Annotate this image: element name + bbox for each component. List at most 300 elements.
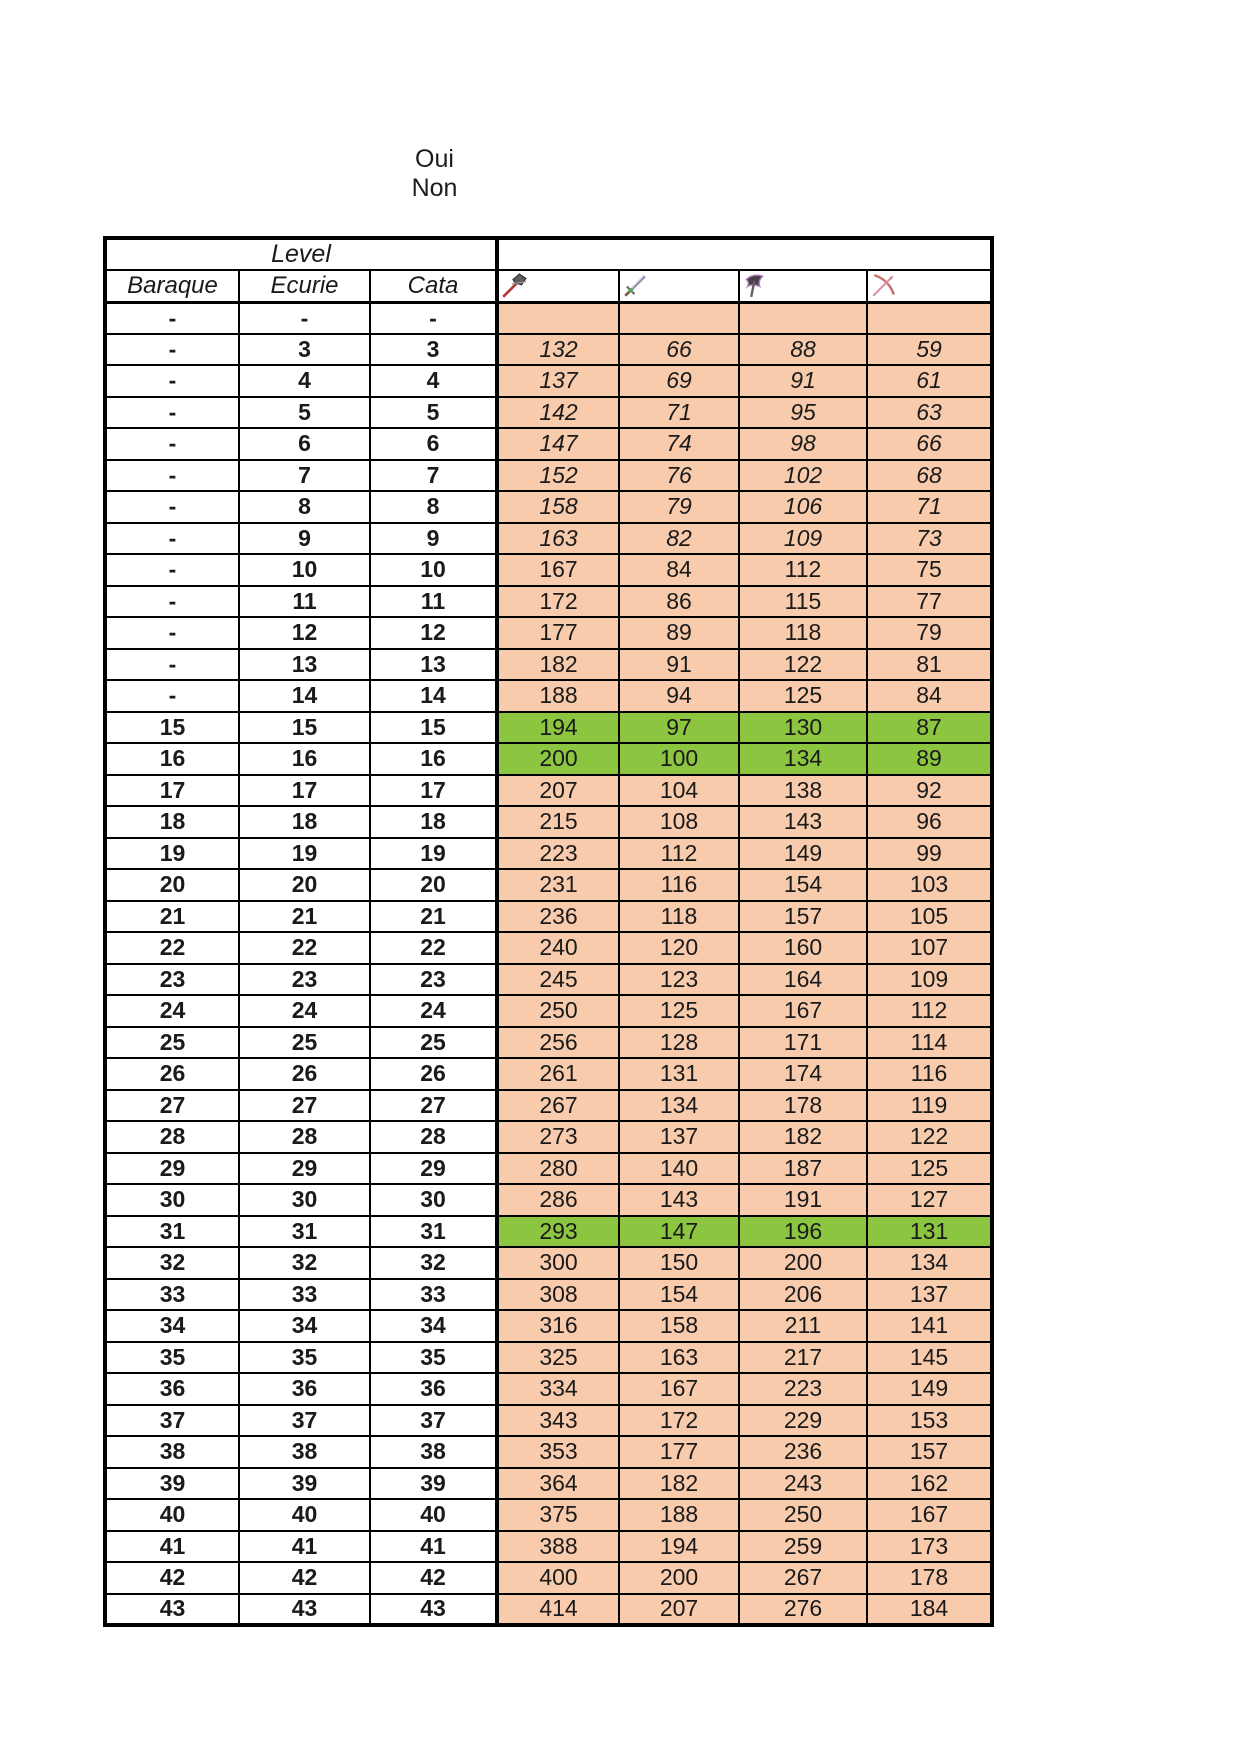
sword-stat-cell: 69 <box>619 365 739 397</box>
halberd-stat-cell: 167 <box>497 554 619 586</box>
halberd-stat-cell: 132 <box>497 334 619 366</box>
cata-level-cell: 14 <box>370 680 497 712</box>
axe-stat-cell: 259 <box>739 1531 867 1563</box>
cata-level-cell: 6 <box>370 428 497 460</box>
halberd-stat-cell: 200 <box>497 743 619 775</box>
cata-level-cell: 26 <box>370 1058 497 1090</box>
baraque-level-cell: 35 <box>105 1342 239 1374</box>
ecurie-level-cell: 30 <box>239 1184 370 1216</box>
sword-stat-cell: 158 <box>619 1310 739 1342</box>
ecurie-level-cell: 24 <box>239 995 370 1027</box>
halberd-stat-cell: 300 <box>497 1247 619 1279</box>
cata-level-cell: 19 <box>370 838 497 870</box>
bow-stat-cell: 141 <box>867 1310 992 1342</box>
ecurie-level-cell: 23 <box>239 964 370 996</box>
sword-stat-cell: 163 <box>619 1342 739 1374</box>
halberd-stat-cell: 308 <box>497 1279 619 1311</box>
cata-level-cell: 25 <box>370 1027 497 1059</box>
cata-level-cell: 42 <box>370 1562 497 1594</box>
halberd-stat-cell: 280 <box>497 1153 619 1185</box>
bow-stat-cell: 125 <box>867 1153 992 1185</box>
column-header-melee <box>497 270 619 302</box>
halberd-stat-cell: 172 <box>497 586 619 618</box>
bow-stat-cell: 122 <box>867 1121 992 1153</box>
halberd-stat-cell: 273 <box>497 1121 619 1153</box>
axe-stat-cell: 91 <box>739 365 867 397</box>
axe-stat-cell: 171 <box>739 1027 867 1059</box>
axe-stat-cell: 250 <box>739 1499 867 1531</box>
baraque-level-cell: - <box>105 680 239 712</box>
table-row <box>105 649 992 681</box>
sword-stat-cell: 94 <box>619 680 739 712</box>
cata-level-cell: 22 <box>370 932 497 964</box>
sword-stat-cell: 167 <box>619 1373 739 1405</box>
baraque-level-cell: 43 <box>105 1594 239 1626</box>
halberd-stat-cell: 137 <box>497 365 619 397</box>
cata-level-cell: 18 <box>370 806 497 838</box>
halberd-stat-cell: 388 <box>497 1531 619 1563</box>
ecurie-level-cell: 13 <box>239 649 370 681</box>
sword-stat-cell: 74 <box>619 428 739 460</box>
table-row <box>105 523 992 555</box>
baraque-level-cell: 20 <box>105 869 239 901</box>
baraque-level-cell: 17 <box>105 775 239 807</box>
table-row <box>105 1027 992 1059</box>
level-header: Level <box>105 238 497 270</box>
ecurie-level-cell: 42 <box>239 1562 370 1594</box>
ecurie-level-cell: 9 <box>239 523 370 555</box>
axe-stat-cell: 206 <box>739 1279 867 1311</box>
axe-stat-cell: 178 <box>739 1090 867 1122</box>
cata-level-cell: 10 <box>370 554 497 586</box>
halberd-stat-cell: 256 <box>497 1027 619 1059</box>
sword-stat-cell: 108 <box>619 806 739 838</box>
cata-level-cell: 43 <box>370 1594 497 1626</box>
ecurie-level-cell: 39 <box>239 1468 370 1500</box>
ecurie-level-cell: 17 <box>239 775 370 807</box>
column-header-baraque: Baraque <box>105 270 239 302</box>
table-row <box>105 1247 992 1279</box>
axe-stat-cell <box>739 302 867 334</box>
baraque-level-cell: 32 <box>105 1247 239 1279</box>
sword-stat-cell: 154 <box>619 1279 739 1311</box>
baraque-level-cell: 38 <box>105 1436 239 1468</box>
column-header-bow <box>867 270 992 302</box>
cata-level-cell: 16 <box>370 743 497 775</box>
ecurie-level-cell: 35 <box>239 1342 370 1374</box>
halberd-stat-cell: 231 <box>497 869 619 901</box>
sword-stat-cell: 79 <box>619 491 739 523</box>
axe-stat-cell: 267 <box>739 1562 867 1594</box>
bow-stat-cell: 178 <box>867 1562 992 1594</box>
ecurie-level-cell: 29 <box>239 1153 370 1185</box>
cata-level-cell: 13 <box>370 649 497 681</box>
axe-stat-cell: 229 <box>739 1405 867 1437</box>
bow-stat-cell: 77 <box>867 586 992 618</box>
sword-stat-cell <box>619 302 739 334</box>
baraque-level-cell: 27 <box>105 1090 239 1122</box>
cata-level-cell: 38 <box>370 1436 497 1468</box>
table-row <box>105 428 992 460</box>
halberd-stat-cell: 147 <box>497 428 619 460</box>
cata-level-cell: 36 <box>370 1373 497 1405</box>
axe-stat-cell: 157 <box>739 901 867 933</box>
table-row <box>105 680 992 712</box>
bow-stat-cell: 59 <box>867 334 992 366</box>
axe-stat-cell: 196 <box>739 1216 867 1248</box>
sword-stat-cell: 86 <box>619 586 739 618</box>
table-row <box>105 1153 992 1185</box>
table-row <box>105 554 992 586</box>
baraque-level-cell: - <box>105 460 239 492</box>
baraque-level-cell: 39 <box>105 1468 239 1500</box>
bow-stat-cell: 137 <box>867 1279 992 1311</box>
bow-stat-cell: 162 <box>867 1468 992 1500</box>
ecurie-level-cell: 27 <box>239 1090 370 1122</box>
ecurie-level-cell: 20 <box>239 869 370 901</box>
baraque-level-cell: - <box>105 334 239 366</box>
baraque-level-cell: - <box>105 491 239 523</box>
sword-stat-cell: 97 <box>619 712 739 744</box>
sword-stat-cell: 137 <box>619 1121 739 1153</box>
table-row <box>105 1594 992 1626</box>
table-row <box>105 1562 992 1594</box>
halberd-stat-cell: 414 <box>497 1594 619 1626</box>
table-row <box>105 901 992 933</box>
bow-stat-cell: 116 <box>867 1058 992 1090</box>
halberd-stat-cell: 177 <box>497 617 619 649</box>
ecurie-level-cell: 26 <box>239 1058 370 1090</box>
column-header-ecurie: Ecurie <box>239 270 370 302</box>
sword-stat-cell: 116 <box>619 869 739 901</box>
halberd-stat-cell: 163 <box>497 523 619 555</box>
baraque-level-cell: 25 <box>105 1027 239 1059</box>
axe-stat-cell: 164 <box>739 964 867 996</box>
sword-stat-cell: 188 <box>619 1499 739 1531</box>
table-row <box>105 302 992 334</box>
ecurie-level-cell: 8 <box>239 491 370 523</box>
ecurie-level-cell: 14 <box>239 680 370 712</box>
ecurie-level-cell: 15 <box>239 712 370 744</box>
ecurie-level-cell: 12 <box>239 617 370 649</box>
ecurie-level-cell: 33 <box>239 1279 370 1311</box>
sword-stat-cell: 172 <box>619 1405 739 1437</box>
sword-stat-cell: 91 <box>619 649 739 681</box>
ecurie-level-cell: 37 <box>239 1405 370 1437</box>
baraque-level-cell: 15 <box>105 712 239 744</box>
table-row <box>105 1468 992 1500</box>
halberd-stat-cell: 223 <box>497 838 619 870</box>
cata-level-cell: 9 <box>370 523 497 555</box>
axe-stat-cell: 98 <box>739 428 867 460</box>
table-row <box>105 365 992 397</box>
baraque-level-cell: - <box>105 617 239 649</box>
halberd-stat-cell: 293 <box>497 1216 619 1248</box>
table-row <box>105 869 992 901</box>
baraque-level-cell: - <box>105 365 239 397</box>
table-row <box>105 1531 992 1563</box>
halberd-stat-cell: 142 <box>497 397 619 429</box>
bow-stat-cell: 184 <box>867 1594 992 1626</box>
sword-icon <box>622 273 648 299</box>
cata-level-cell: 15 <box>370 712 497 744</box>
table-row <box>105 743 992 775</box>
axe-stat-cell: 134 <box>739 743 867 775</box>
ecurie-level-cell: 5 <box>239 397 370 429</box>
sword-stat-cell: 207 <box>619 1594 739 1626</box>
axe-stat-cell: 118 <box>739 617 867 649</box>
ecurie-level-cell: 19 <box>239 838 370 870</box>
table-row <box>105 1405 992 1437</box>
sword-stat-cell: 112 <box>619 838 739 870</box>
column-header-sword <box>619 270 739 302</box>
header-row-columns <box>105 270 992 302</box>
bow-stat-cell: 81 <box>867 649 992 681</box>
baraque-level-cell: - <box>105 649 239 681</box>
axe-stat-cell: 276 <box>739 1594 867 1626</box>
sword-stat-cell: 82 <box>619 523 739 555</box>
axe-stat-cell: 211 <box>739 1310 867 1342</box>
sword-stat-cell: 200 <box>619 1562 739 1594</box>
axe-stat-cell: 115 <box>739 586 867 618</box>
sword-stat-cell: 123 <box>619 964 739 996</box>
bow-stat-cell: 89 <box>867 743 992 775</box>
ecurie-level-cell: 6 <box>239 428 370 460</box>
table-row <box>105 1310 992 1342</box>
axe-stat-cell: 106 <box>739 491 867 523</box>
bow-stat-cell: 145 <box>867 1342 992 1374</box>
axe-stat-cell: 109 <box>739 523 867 555</box>
halberd-stat-cell: 240 <box>497 932 619 964</box>
cata-level-cell: 29 <box>370 1153 497 1185</box>
cata-level-cell: 30 <box>370 1184 497 1216</box>
label-oui: Oui <box>415 145 454 173</box>
sword-stat-cell: 140 <box>619 1153 739 1185</box>
sword-stat-cell: 104 <box>619 775 739 807</box>
sword-stat-cell: 100 <box>619 743 739 775</box>
baraque-level-cell: 34 <box>105 1310 239 1342</box>
table-row <box>105 712 992 744</box>
sword-stat-cell: 89 <box>619 617 739 649</box>
sword-stat-cell: 66 <box>619 334 739 366</box>
cata-level-cell: 12 <box>370 617 497 649</box>
bow-stat-cell: 134 <box>867 1247 992 1279</box>
halberd-stat-cell: 152 <box>497 460 619 492</box>
label-non: Non <box>411 174 458 202</box>
bow-stat-cell: 92 <box>867 775 992 807</box>
sword-stat-cell: 131 <box>619 1058 739 1090</box>
halberd-stat-cell: 250 <box>497 995 619 1027</box>
halberd-stat-cell: 215 <box>497 806 619 838</box>
cata-level-cell: 33 <box>370 1279 497 1311</box>
bow-stat-cell: 103 <box>867 869 992 901</box>
table-row <box>105 1436 992 1468</box>
table-row <box>105 1216 992 1248</box>
halberd-stat-cell: 353 <box>497 1436 619 1468</box>
halberd-stat-cell: 236 <box>497 901 619 933</box>
axe-stat-cell: 191 <box>739 1184 867 1216</box>
axe-stat-cell: 182 <box>739 1121 867 1153</box>
baraque-level-cell: 24 <box>105 995 239 1027</box>
table-row <box>105 1279 992 1311</box>
axe-stat-cell: 149 <box>739 838 867 870</box>
axe-stat-cell: 160 <box>739 932 867 964</box>
cata-level-cell: 35 <box>370 1342 497 1374</box>
table-row <box>105 964 992 996</box>
bow-stat-cell: 119 <box>867 1090 992 1122</box>
cata-level-cell: 39 <box>370 1468 497 1500</box>
baraque-level-cell: 37 <box>105 1405 239 1437</box>
halberd-stat-cell: 286 <box>497 1184 619 1216</box>
baraque-level-cell: 42 <box>105 1562 239 1594</box>
axe-stat-cell: 243 <box>739 1468 867 1500</box>
table-row <box>105 1090 992 1122</box>
bow-stat-cell: 66 <box>867 428 992 460</box>
bow-stat-cell: 63 <box>867 397 992 429</box>
axe-stat-cell: 112 <box>739 554 867 586</box>
header-row-level <box>105 238 992 270</box>
cata-level-cell: 3 <box>370 334 497 366</box>
table-row <box>105 1499 992 1531</box>
axe-icon <box>742 273 768 299</box>
sword-stat-cell: 76 <box>619 460 739 492</box>
sword-stat-cell: 128 <box>619 1027 739 1059</box>
bow-stat-cell: 167 <box>867 1499 992 1531</box>
axe-stat-cell: 174 <box>739 1058 867 1090</box>
bow-stat-cell: 68 <box>867 460 992 492</box>
axe-stat-cell: 200 <box>739 1247 867 1279</box>
baraque-level-cell: 26 <box>105 1058 239 1090</box>
axe-stat-cell: 143 <box>739 806 867 838</box>
bow-stat-cell: 131 <box>867 1216 992 1248</box>
baraque-level-cell: 16 <box>105 743 239 775</box>
baraque-level-cell: - <box>105 554 239 586</box>
table-row <box>105 1184 992 1216</box>
table-row <box>105 1058 992 1090</box>
baraque-level-cell: 36 <box>105 1373 239 1405</box>
ecurie-level-cell: 34 <box>239 1310 370 1342</box>
baraque-level-cell: 29 <box>105 1153 239 1185</box>
cata-level-cell: 31 <box>370 1216 497 1248</box>
axe-stat-cell: 95 <box>739 397 867 429</box>
bow-icon <box>870 273 896 299</box>
table-row <box>105 995 992 1027</box>
halberd-stat-cell: 343 <box>497 1405 619 1437</box>
table-row <box>105 932 992 964</box>
axe-stat-cell: 88 <box>739 334 867 366</box>
sword-stat-cell: 71 <box>619 397 739 429</box>
levels-table <box>103 236 994 1627</box>
bow-stat-cell: 153 <box>867 1405 992 1437</box>
column-header-axe <box>739 270 867 302</box>
halberd-stat-cell <box>497 302 619 334</box>
sword-stat-cell: 120 <box>619 932 739 964</box>
sword-stat-cell: 177 <box>619 1436 739 1468</box>
bow-stat-cell: 96 <box>867 806 992 838</box>
cata-level-cell: 24 <box>370 995 497 1027</box>
bow-stat-cell: 61 <box>867 365 992 397</box>
baraque-level-cell: 19 <box>105 838 239 870</box>
bow-stat-cell: 173 <box>867 1531 992 1563</box>
ecurie-level-cell: 25 <box>239 1027 370 1059</box>
sword-stat-cell: 118 <box>619 901 739 933</box>
cata-level-cell: 37 <box>370 1405 497 1437</box>
halberd-stat-cell: 267 <box>497 1090 619 1122</box>
sword-stat-cell: 150 <box>619 1247 739 1279</box>
baraque-level-cell: - <box>105 302 239 334</box>
bow-stat-cell: 105 <box>867 901 992 933</box>
ecurie-level-cell: 22 <box>239 932 370 964</box>
sword-stat-cell: 134 <box>619 1090 739 1122</box>
bow-stat-cell: 99 <box>867 838 992 870</box>
ecurie-level-cell: 38 <box>239 1436 370 1468</box>
axe-stat-cell: 125 <box>739 680 867 712</box>
halberd-stat-cell: 316 <box>497 1310 619 1342</box>
sword-stat-cell: 125 <box>619 995 739 1027</box>
cata-level-cell: 34 <box>370 1310 497 1342</box>
halberd-stat-cell: 400 <box>497 1562 619 1594</box>
bow-stat-cell: 75 <box>867 554 992 586</box>
baraque-level-cell: 41 <box>105 1531 239 1563</box>
bow-stat-cell: 84 <box>867 680 992 712</box>
ecurie-level-cell: 4 <box>239 365 370 397</box>
ecurie-level-cell: 11 <box>239 586 370 618</box>
table-row <box>105 1373 992 1405</box>
baraque-level-cell: - <box>105 428 239 460</box>
cata-level-cell: 27 <box>370 1090 497 1122</box>
ecurie-level-cell: 41 <box>239 1531 370 1563</box>
halberd-stat-cell: 261 <box>497 1058 619 1090</box>
bow-stat-cell <box>867 302 992 334</box>
halberd-stat-cell: 207 <box>497 775 619 807</box>
sword-stat-cell: 182 <box>619 1468 739 1500</box>
axe-stat-cell: 236 <box>739 1436 867 1468</box>
baraque-level-cell: 22 <box>105 932 239 964</box>
table-row <box>105 460 992 492</box>
ecurie-level-cell: 10 <box>239 554 370 586</box>
ecurie-level-cell: 36 <box>239 1373 370 1405</box>
halberd-stat-cell: 158 <box>497 491 619 523</box>
table-row <box>105 491 992 523</box>
baraque-level-cell: 30 <box>105 1184 239 1216</box>
table-body <box>105 302 992 1625</box>
halberd-stat-cell: 245 <box>497 964 619 996</box>
baraque-level-cell: 31 <box>105 1216 239 1248</box>
halberd-stat-cell: 188 <box>497 680 619 712</box>
cata-level-cell: 21 <box>370 901 497 933</box>
table-row <box>105 775 992 807</box>
bow-stat-cell: 71 <box>867 491 992 523</box>
axe-stat-cell: 187 <box>739 1153 867 1185</box>
halberd-stat-cell: 194 <box>497 712 619 744</box>
bow-stat-cell: 114 <box>867 1027 992 1059</box>
ecurie-level-cell: 3 <box>239 334 370 366</box>
cata-level-cell: 4 <box>370 365 497 397</box>
column-header-cata: Cata <box>370 270 497 302</box>
axe-stat-cell: 130 <box>739 712 867 744</box>
axe-stat-cell: 102 <box>739 460 867 492</box>
baraque-level-cell: - <box>105 523 239 555</box>
bow-stat-cell: 79 <box>867 617 992 649</box>
cata-level-cell: 20 <box>370 869 497 901</box>
cata-level-cell: 8 <box>370 491 497 523</box>
bow-stat-cell: 157 <box>867 1436 992 1468</box>
table-row <box>105 806 992 838</box>
halberd-stat-cell: 325 <box>497 1342 619 1374</box>
ecurie-level-cell: 18 <box>239 806 370 838</box>
axe-stat-cell: 217 <box>739 1342 867 1374</box>
table-row <box>105 838 992 870</box>
